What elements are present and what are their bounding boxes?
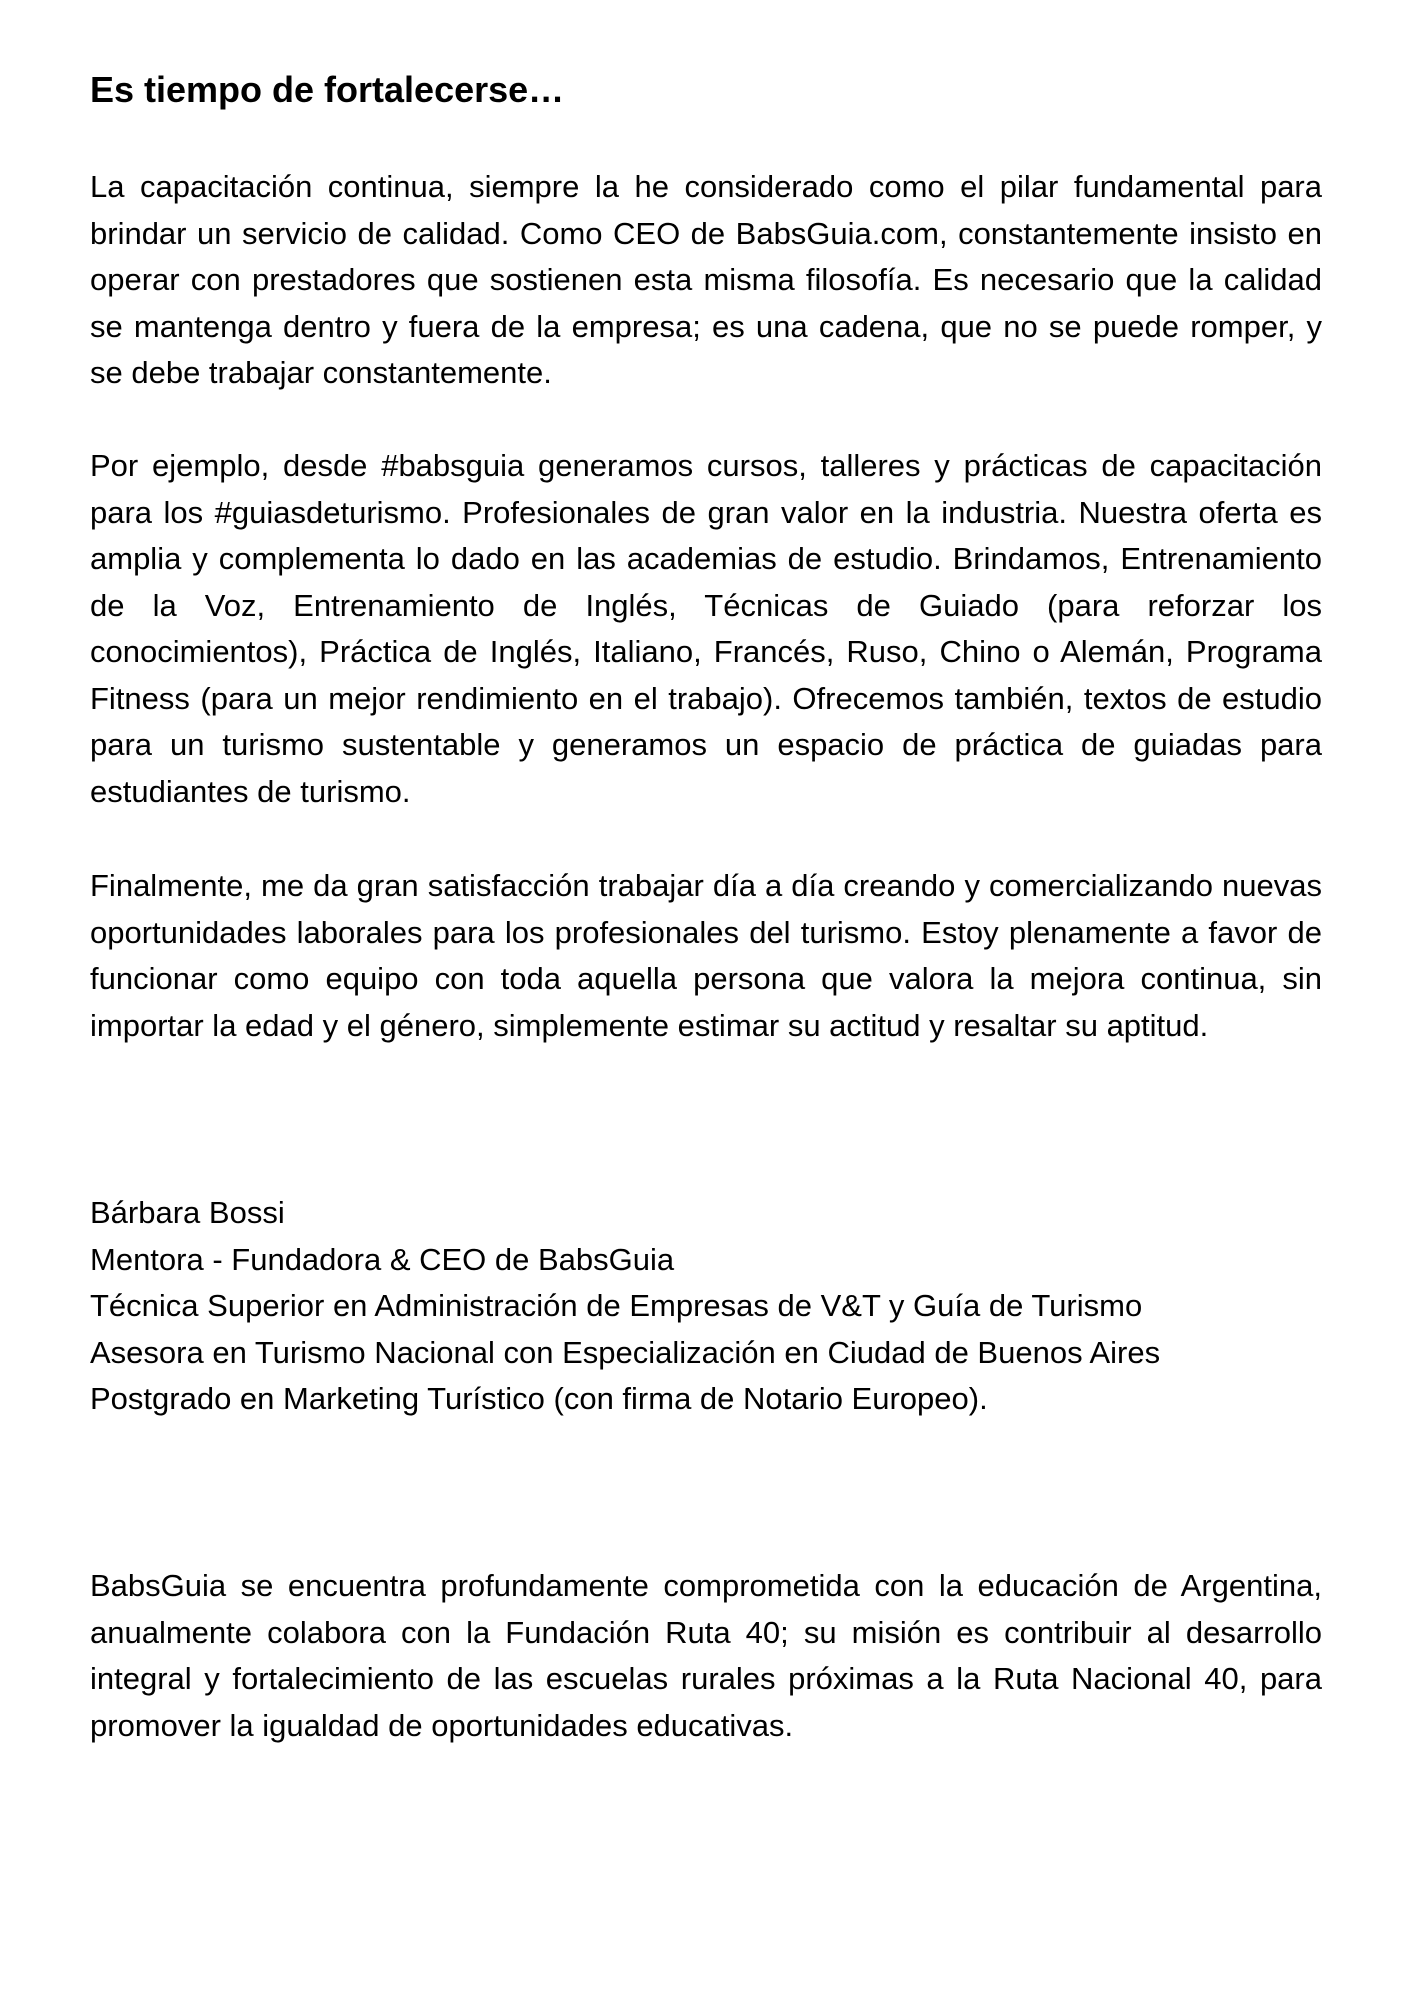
signature-credential: Postgrado en Marketing Turístico (con firma de Notario Europeo). <box>90 1381 988 1416</box>
signature-role: Mentora - Fundadora & CEO de BabsGuia <box>90 1241 675 1277</box>
document-title: Es tiempo de fortalecerse… <box>90 69 565 110</box>
signature-credential: Técnica Superior en Administración de Empresas de V&T y Guía de Turismo <box>90 1288 1143 1323</box>
signature-name: Bárbara Bossi <box>90 1195 285 1230</box>
paragraph-capacitacion: La capacitación continua, siempre la he considerado como el pilar fundamental para brindar un servicio de calidad. Como CEO de BabsGuia.com, constantemente insisto en operar con prestadores que sostienen esta misma filosofía. Es necesario que la calidad se mantenga dentro y fuera de la empresa; es una cadena, que no se puede romper, y se debe trabajar constantemente. <box>90 169 1322 390</box>
signature-credential: Asesora en Turismo Nacional con Especialización en Ciudad de Buenos Aires <box>90 1334 1161 1370</box>
paragraph-closing: BabsGuia se encuentra profundamente comprometida con la educación de Argentina, anualmente colabora con la Fundación Ruta 40; su misión es contribuir al desarrollo integral y fortalecimiento de las escuelas rurales próximas a la Ruta Nacional 40, para promover la igualdad de oportunidades educativas. <box>90 1568 1322 1743</box>
paragraph-ejemplo: Por ejemplo, desde #babsguia generamos cursos, talleres y prácticas de capacitación para los #guiasdeturismo. Profesionales de gran valor en la industria. Nuestra oferta es amplia y complementa lo dado en las academias de estudio. Brindamos, Entrenamiento de la Voz, Entrenamiento de Inglés, Técnicas de Guiado (para reforzar los conocimientos), Práctica de Inglés, Italiano, Francés, Ruso, Chino o Alemán, Programa Fitness (para un mejor rendimiento en el trabajo). Ofrecemos también, textos de estudio para un turismo sustentable y generamos un espacio de práctica de guiadas para estudiantes de turismo. <box>90 448 1322 809</box>
signature-block <box>90 1190 1322 1423</box>
paragraph-finalmente: Finalmente, me da gran satisfacción trabajar día a día creando y comercializando nuevas oportunidades laborales para los profesionales del turismo. Estoy plenamente a favor de funcionar como equipo con toda aquella persona que valora la mejora continua, sin importar la edad y el género, simplemente estimar su actitud y resaltar su aptitud. <box>90 868 1322 1043</box>
